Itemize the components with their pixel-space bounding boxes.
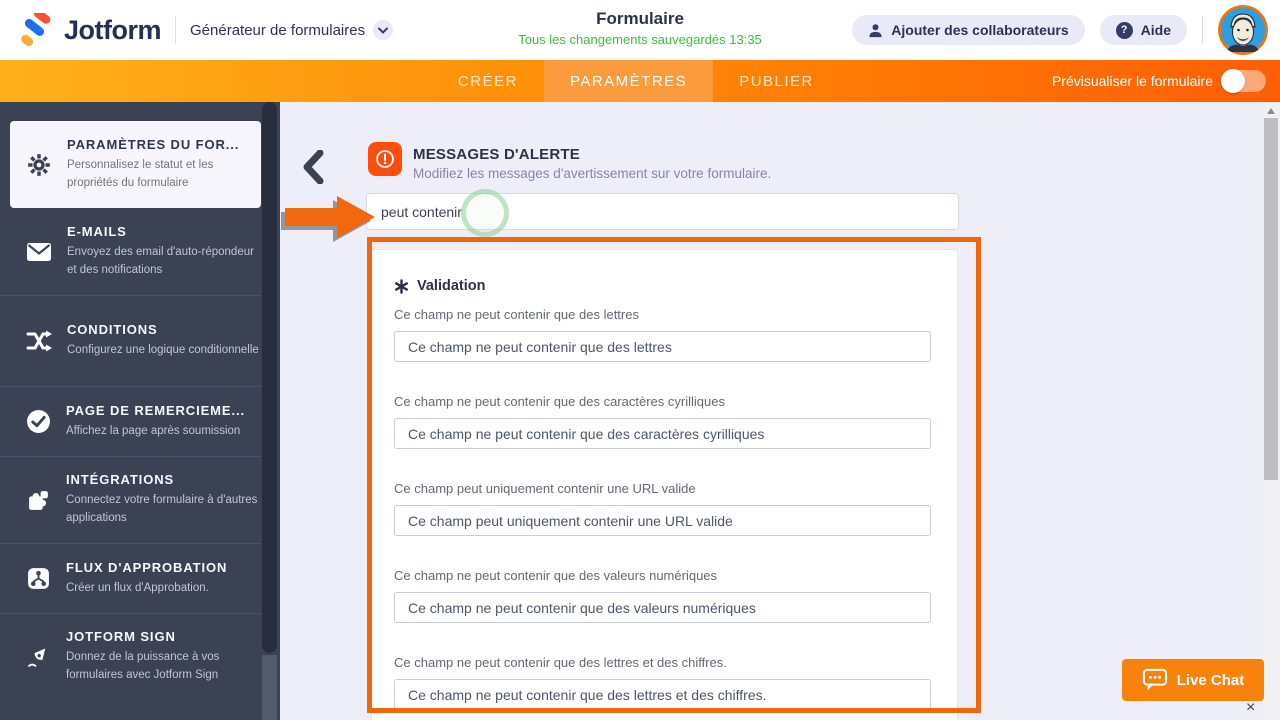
save-status: Tous les changements sauvegardés 13:35 xyxy=(518,32,762,47)
sidebar-item-subtitle: Affichez la page après soumission xyxy=(66,424,241,437)
validation-field-group xyxy=(394,568,957,623)
toggle-knob xyxy=(1221,69,1245,93)
validation-field-group xyxy=(394,307,957,362)
sidebar-item-title: FLUX D'APPROBATION xyxy=(66,559,228,575)
page-scrollbar-thumb[interactable] xyxy=(1264,118,1278,480)
sidebar-item-page-de-remerciement[interactable] xyxy=(0,386,261,456)
chat-bubble-icon xyxy=(1142,668,1168,692)
chevron-down-icon xyxy=(373,20,393,40)
form-title: Formulaire xyxy=(596,9,684,28)
annotation-arrow xyxy=(285,194,377,240)
page-scrollbar xyxy=(1262,102,1280,720)
sidebar-item-subtitle: Connectez votre formulaire à d'autres applications xyxy=(66,494,258,524)
sidebar-item-subtitle: Configurez une logique conditionnelle xyxy=(67,344,259,357)
section-subtitle: Modifiez les messages d'avertissement sur votre formulaire. xyxy=(413,166,772,181)
alert-search-input[interactable] xyxy=(366,193,959,230)
field-label: Ce champ ne peut contenir que des valeurs numériques xyxy=(394,568,718,583)
sidebar-item-subtitle: Donnez de la puissance à vos formulaires avec Jotform Sign xyxy=(66,650,220,681)
avatar[interactable] xyxy=(1218,5,1268,55)
product-switcher[interactable] xyxy=(190,20,393,40)
sidebar-item-title: JOTFORM SIGN xyxy=(66,628,176,644)
sidebar-item-subtitle: Créer un flux d'Approbation. xyxy=(66,581,209,594)
scrollbar-up-arrow[interactable] xyxy=(1267,108,1275,114)
sidebar-item-subtitle: Personnalisez le statut et les propriétés du formulaire xyxy=(67,158,214,189)
question-icon: ? xyxy=(1116,22,1133,39)
sidebar-item-title: CONDITIONS xyxy=(67,322,158,338)
back-button[interactable] xyxy=(302,150,324,189)
help-label: Aide xyxy=(1140,22,1171,38)
shuffle-icon xyxy=(26,330,52,352)
validation-field-group xyxy=(394,655,957,710)
sidebar-item-title: PAGE DE REMERCIEME... xyxy=(66,402,246,418)
form-header-info xyxy=(518,9,762,47)
sidebar-item-title: PARAMÈTRES DU FOR... xyxy=(67,136,240,152)
sidebar-item-emails[interactable] xyxy=(0,208,261,295)
alert-icon xyxy=(368,142,402,176)
sidebar-item-flux-approbation[interactable] xyxy=(0,543,261,613)
tab-publier[interactable]: PUBLIER xyxy=(739,72,814,90)
field-label: Ce champ ne peut contenir que des lettres et des chiffres. xyxy=(394,655,727,670)
sidebar-item-title: INTÉGRATIONS xyxy=(66,472,175,488)
check-circle-icon xyxy=(26,409,51,434)
jotform-logo-icon xyxy=(20,13,54,47)
builder-nav xyxy=(0,60,1280,102)
avatar-illustration xyxy=(1218,5,1268,55)
sidebar-item-integrations[interactable] xyxy=(0,456,261,543)
header-divider-2 xyxy=(1202,16,1203,44)
sidebar-item-subtitle: Envoyez des email d'auto-répondeur et des notifications xyxy=(67,245,254,276)
sidebar-scrollbar-thumb[interactable] xyxy=(262,102,277,653)
sidebar-item-parametres-du-formulaire[interactable] xyxy=(10,121,261,208)
field-label: Ce champ ne peut contenir que des caractères cyrilliques xyxy=(394,394,725,409)
tab-parametres[interactable]: PARAMÈTRES xyxy=(544,60,713,102)
section-title: MESSAGES D'ALERTE xyxy=(413,146,580,163)
field-label: Ce champ peut uniquement contenir une URL valide xyxy=(394,481,696,496)
validation-card xyxy=(371,249,958,720)
sidebar-item-conditions[interactable] xyxy=(0,295,261,386)
envelope-icon xyxy=(26,242,52,262)
validation-input-cyrilliques[interactable] xyxy=(394,418,931,449)
tab-creer[interactable]: CRÉER xyxy=(457,72,518,90)
sidebar-item-jotform-sign[interactable] xyxy=(0,613,261,699)
sidebar-scrollbar xyxy=(262,102,277,720)
top-header xyxy=(0,0,1280,60)
approval-flow-icon xyxy=(26,566,51,591)
validation-field-group xyxy=(394,481,957,536)
live-chat-label: Live Chat xyxy=(1176,671,1245,689)
person-icon xyxy=(868,23,883,38)
validation-heading: Validation xyxy=(417,278,486,294)
gear-icon xyxy=(26,152,52,178)
validation-input-url[interactable] xyxy=(394,505,931,536)
jotform-logo xyxy=(20,13,161,47)
live-chat-button[interactable] xyxy=(1122,659,1264,701)
asterisk-icon xyxy=(394,279,409,294)
help-button[interactable] xyxy=(1100,15,1187,45)
product-switcher-label: Générateur de formulaires xyxy=(190,21,366,39)
field-label: Ce champ ne peut contenir que des lettres xyxy=(394,307,639,322)
puzzle-icon xyxy=(26,488,51,513)
add-collaborators-button[interactable] xyxy=(852,15,1084,45)
nav-tabs xyxy=(432,60,840,102)
preview-label: Prévisualiser le formulaire xyxy=(1051,73,1213,89)
preview-toggle[interactable] xyxy=(1222,70,1266,92)
settings-sidebar xyxy=(0,102,280,720)
validation-input-numeriques[interactable] xyxy=(394,592,931,623)
validation-field-group xyxy=(394,394,957,449)
validation-input-lettres-chiffres[interactable] xyxy=(394,679,931,710)
alert-messages-panel xyxy=(280,102,1262,720)
sidebar-item-title: E-MAILS xyxy=(67,223,127,239)
header-divider xyxy=(175,16,176,44)
pen-icon xyxy=(26,644,51,669)
chevron-left-icon xyxy=(302,150,324,184)
sidebar-scrollbar-track xyxy=(262,655,277,720)
logo-wordmark: Jotform xyxy=(64,14,161,45)
close-icon[interactable]: × xyxy=(1246,699,1256,716)
validation-input-lettres[interactable] xyxy=(394,331,931,362)
add-collaborators-label: Ajouter des collaborateurs xyxy=(891,22,1069,38)
